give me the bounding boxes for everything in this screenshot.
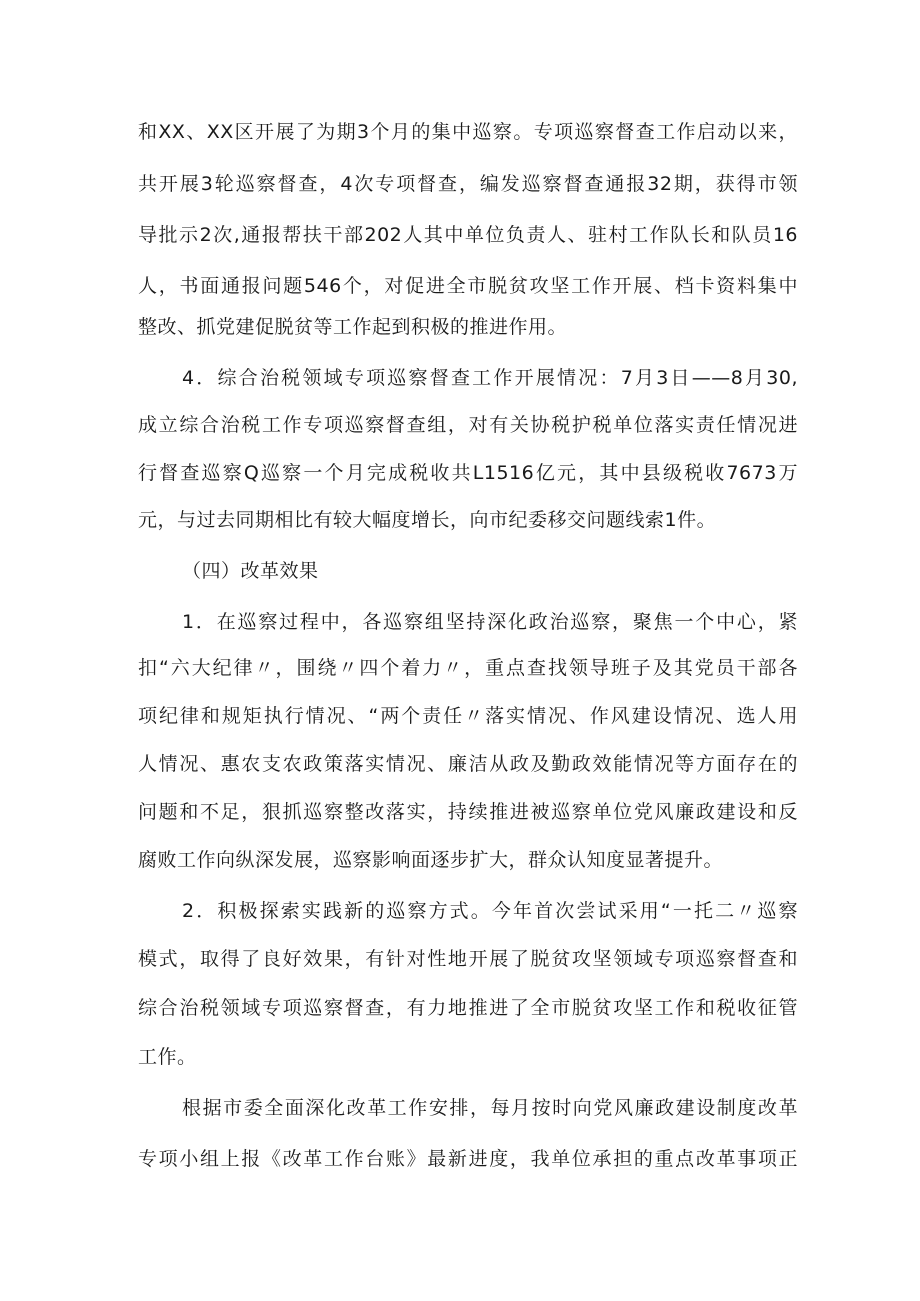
paragraph-line: 导批示2次,通报帮扶干部202人其中单位负责人、驻村工作队长和队员16	[138, 224, 798, 246]
paragraph-line: 元，与过去同期相比有较大幅度增长，向市纪委移交问题线索1件。	[138, 509, 717, 531]
paragraph-line: 和XX、XX区开展了为期3个月的集中巡察。专项巡察督查工作启动以来，	[138, 121, 798, 143]
paragraph-line: 2．积极探索实践新的巡察方式。今年首次尝试采用“一托二〃巡察	[182, 900, 798, 922]
paragraph-line: 整改、抓党建促脱贫等工作起到积极的推进作用。	[138, 316, 568, 338]
paragraph-line: 问题和不足，狠抓巡察整改落实，持续推进被巡察单位党风廉政建设和反	[138, 801, 798, 823]
paragraph-line: 腐败工作向纵深发展，巡察影响面逐步扩大，群众认知度显著提升。	[138, 849, 724, 871]
paragraph-line: 专项小组上报《改革工作台账》最新进度，我单位承担的重点改革事项正	[138, 1148, 798, 1170]
paragraph-line: 行督查巡察Q巡察一个月完成税收共L1516亿元，其中县级税收7673万	[138, 462, 798, 484]
paragraph-line: 人情况、惠农支农政策落实情况、廉洁从政及勤政效能情况等方面存在的	[138, 753, 798, 775]
paragraph-line: 扣“六大纪律〃，围绕〃四个着力〃，重点查找领导班子及其党员干部各	[138, 657, 798, 679]
paragraph-line: 项纪律和规矩执行情况、“两个责任〃落实情况、作风建设情况、选人用	[138, 705, 798, 727]
paragraph-line: 共开展3轮巡察督查，4次专项督查，编发巡察督查通报32期，获得市领	[138, 173, 798, 195]
paragraph-line: 综合治税领域专项巡察督查，有力地推进了全市脱贫攻坚工作和税收征管	[138, 997, 798, 1019]
paragraph-line: 根据市委全面深化改革工作安排，每月按时向党风廉政建设制度改革	[182, 1097, 798, 1119]
paragraph-line: 工作。	[138, 1046, 197, 1068]
paragraph-line: 4．综合治税领域专项巡察督查工作开展情况：7月3日——8月30,	[182, 367, 798, 389]
section-heading: （四）改革效果	[182, 560, 319, 582]
paragraph-line: 人，书面通报问题546个，对促进全市脱贫攻坚工作开展、档卡资料集中	[138, 275, 798, 297]
paragraph-line: 1．在巡察过程中，各巡察组坚持深化政治巡察，聚焦一个中心，紧	[182, 611, 798, 633]
paragraph-line: 模式，取得了良好效果，有针对性地开展了脱贫攻坚领域专项巡察督查和	[138, 948, 798, 970]
paragraph-line: 成立综合治税工作专项巡察督查组，对有关协税护税单位落实责任情况进	[138, 414, 798, 436]
